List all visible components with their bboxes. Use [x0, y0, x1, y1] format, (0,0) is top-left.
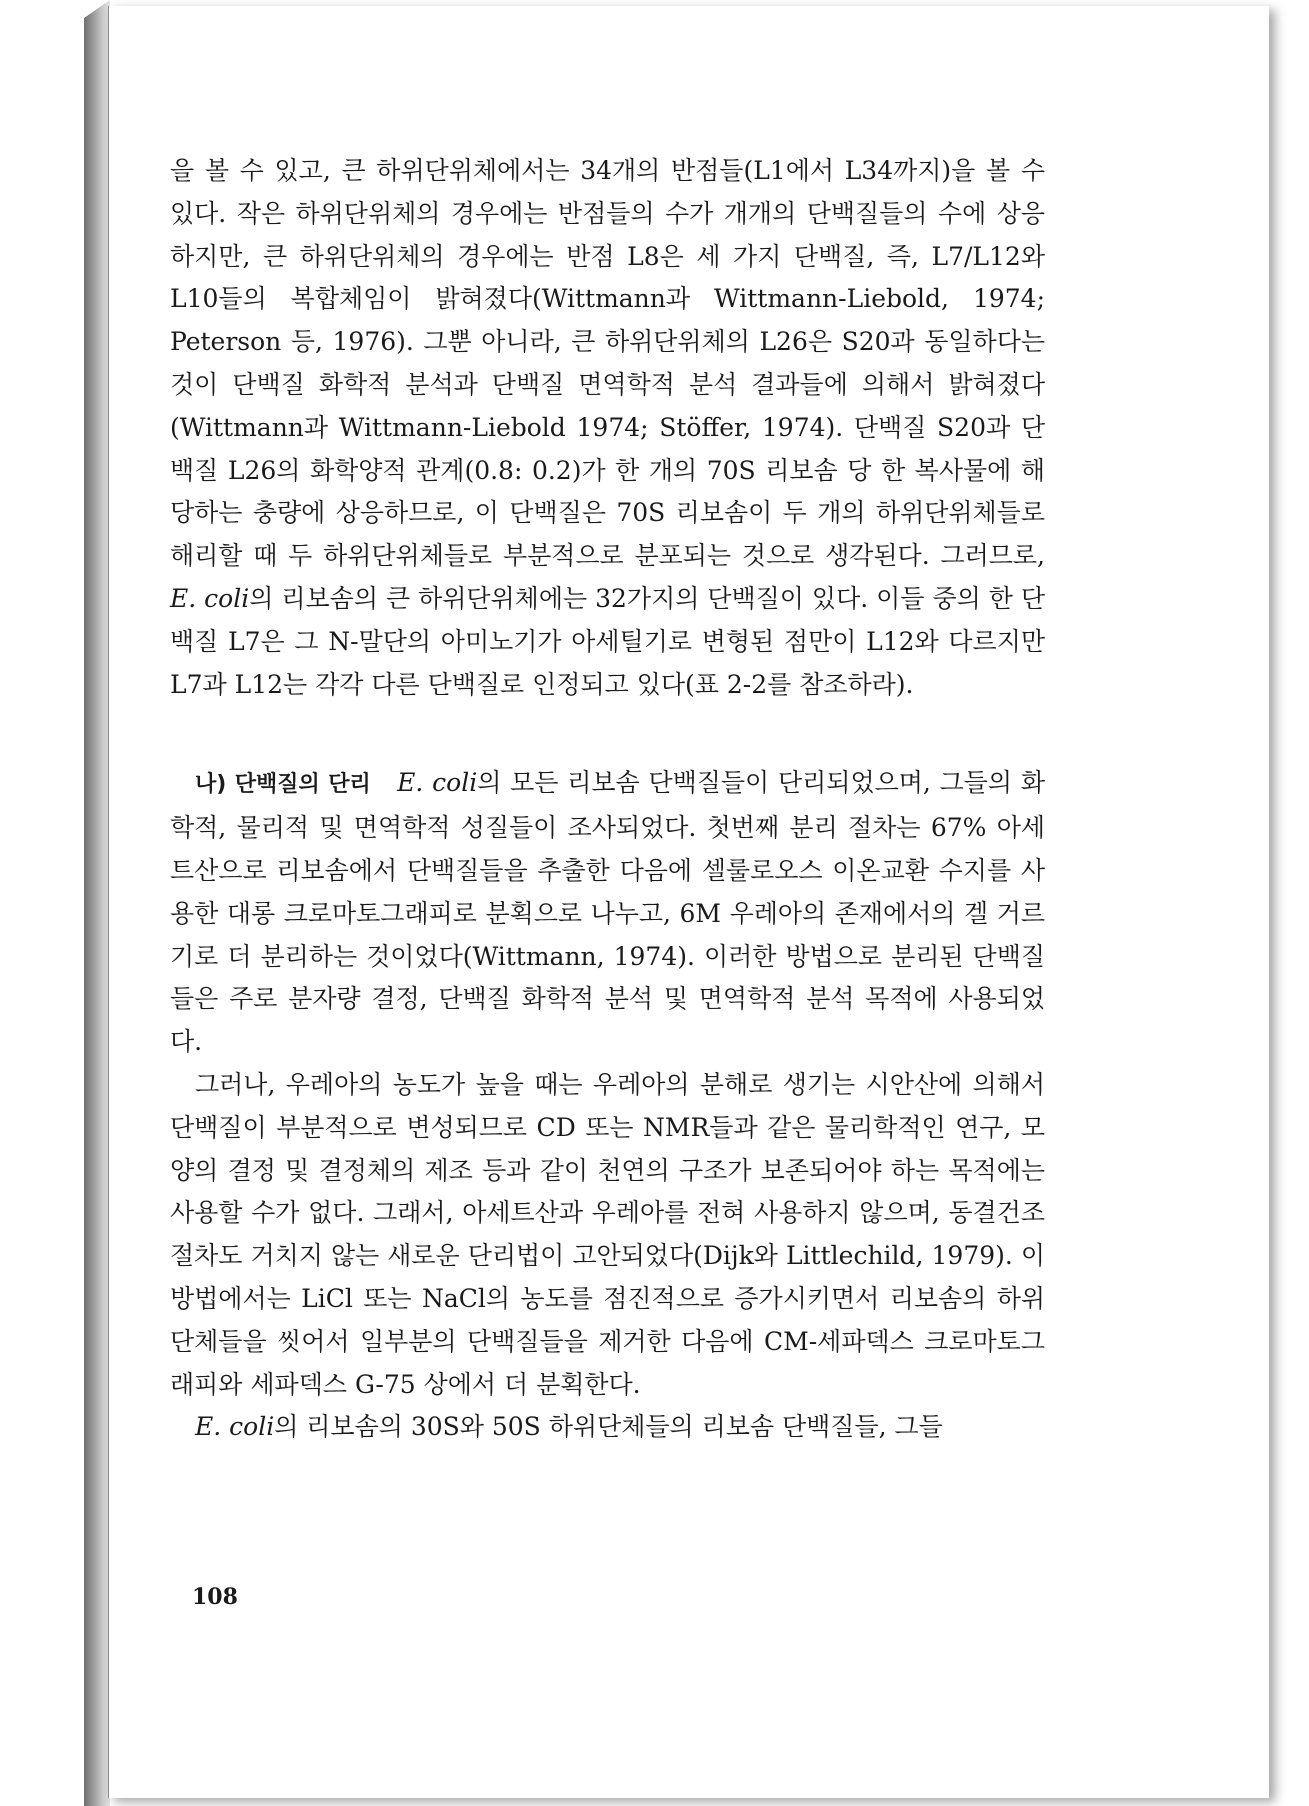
species-name: E. coli — [195, 1412, 275, 1442]
spine-corner — [84, 0, 110, 18]
species-name: E. coli — [170, 583, 250, 613]
book-spine — [84, 0, 110, 1806]
page-number: 108 — [192, 1584, 238, 1610]
paragraph-1-text: 을 볼 수 있고, 큰 하위단위체에서는 34개의 반점들(L1에서 L34까지)을 볼 수 있다. 작은 하위단위체의 경우에는 반점들의 수가 개개의 단백질들의 수에 상응하지만, 큰 하위단위체의 경우에는 반점 L8은 세 가지 단백질, 즉, L7/L12와 L10들의 복합체임이 밝혀졌다(Wittmann과 Wittmann-Liebold, 1974; Peterson 등, 1976). 그뿐 아니라, 큰 하위단위체의 L26은 S20과 동일하다는 것이 단백질 화학적 분석과 단백질 면역학적 분석 결과들에 의해서 밝혀졌다(Wittmann과 Wittmann-Liebold 1974; Stöffer, 1974). 단백질 S20과 단백질 L26의 화학양적 관계(0.8: 0.2)가 한 개의 70S 리보솜 당 한 복사물에 해당하는 충량에 상응하므로, 이 단백질은 70S 리보솜이 두 개의 하위단위체들로 해리할 때 두 하위단위체들로 부분적으로 분포되는 것으로 생각된다. 그러므로, — [170, 156, 1045, 571]
paragraph-1 — [170, 150, 1045, 706]
paragraph-3-text: 그러나, 우레아의 농도가 높을 때는 우레아의 분해로 생기는 시안산에 의해서 단백질이 부분적으로 변성되므로 CD 또는 NMR들과 같은 물리학적인 연구, 모양의 결정 및 결정체의 제조 등과 같이 천연의 구조가 보존되어야 하는 목적에는 사용할 수가 없다. 그래서, 아세트산과 우레아를 전혀 사용하지 않으며, 동결건조 절차도 거치지 않는 새로운 단리법이 고안되었다(Dijk와 Littlechild, 1979). 이 방법에서는 LiCl 또는 NaCl의 농도를 점진적으로 증가시키면서 리보솜의 하위단체들을 씻어서 일부분의 단백질들을 제거한 다음에 CM-세파덱스 크로마토그래피와 세파덱스 G-75 상에서 더 분획한다. — [170, 1069, 1045, 1399]
paragraph-4-text: 의 리보솜의 30S와 50S 하위단체들의 리보솜 단백질들, 그들 — [274, 1412, 943, 1442]
paragraph-4 — [170, 1406, 1045, 1449]
paragraph-1-text-continued: 의 리보솜의 큰 하위단위체에는 32가지의 단백질이 있다. 이들 중의 한 단백질 L7은 그 N-말단의 아미노기가 아세틸기로 변형된 점만이 L12와 다르지만 L7과 L12는 각각 다른 단백질로 인정되고 있다(표 2-2를 참조하라). — [170, 583, 1046, 699]
page-body — [170, 150, 1045, 1449]
paragraph-2-text: 의 모든 리보솜 단백질들이 단리되었으며, 그들의 화학적, 물리적 및 면역학적 성질들이 조사되었다. 첫번째 분리 절차는 67% 아세트산으로 리보솜에서 단백질들을 추출한 다음에 셀룰로오스 이온교환 수지를 사용한 대롱 크로마토그래피로 분획으로 나누고, 6M 우레아의 존재에서의 겔 거르기로 더 분리하는 것이었다(Wittmann, 1974). 이러한 방법으로 분리된 단백질들은 주로 분자량 결정, 단백질 화학적 분석 및 면역학적 분석 목적에 사용되었다. — [170, 768, 1046, 1057]
paragraph-2 — [170, 762, 1045, 1064]
section-gap — [170, 706, 1045, 762]
section-heading: 나) 단백질의 단리 — [195, 772, 371, 798]
species-name: E. coli — [397, 768, 478, 798]
paragraph-3 — [170, 1064, 1045, 1406]
